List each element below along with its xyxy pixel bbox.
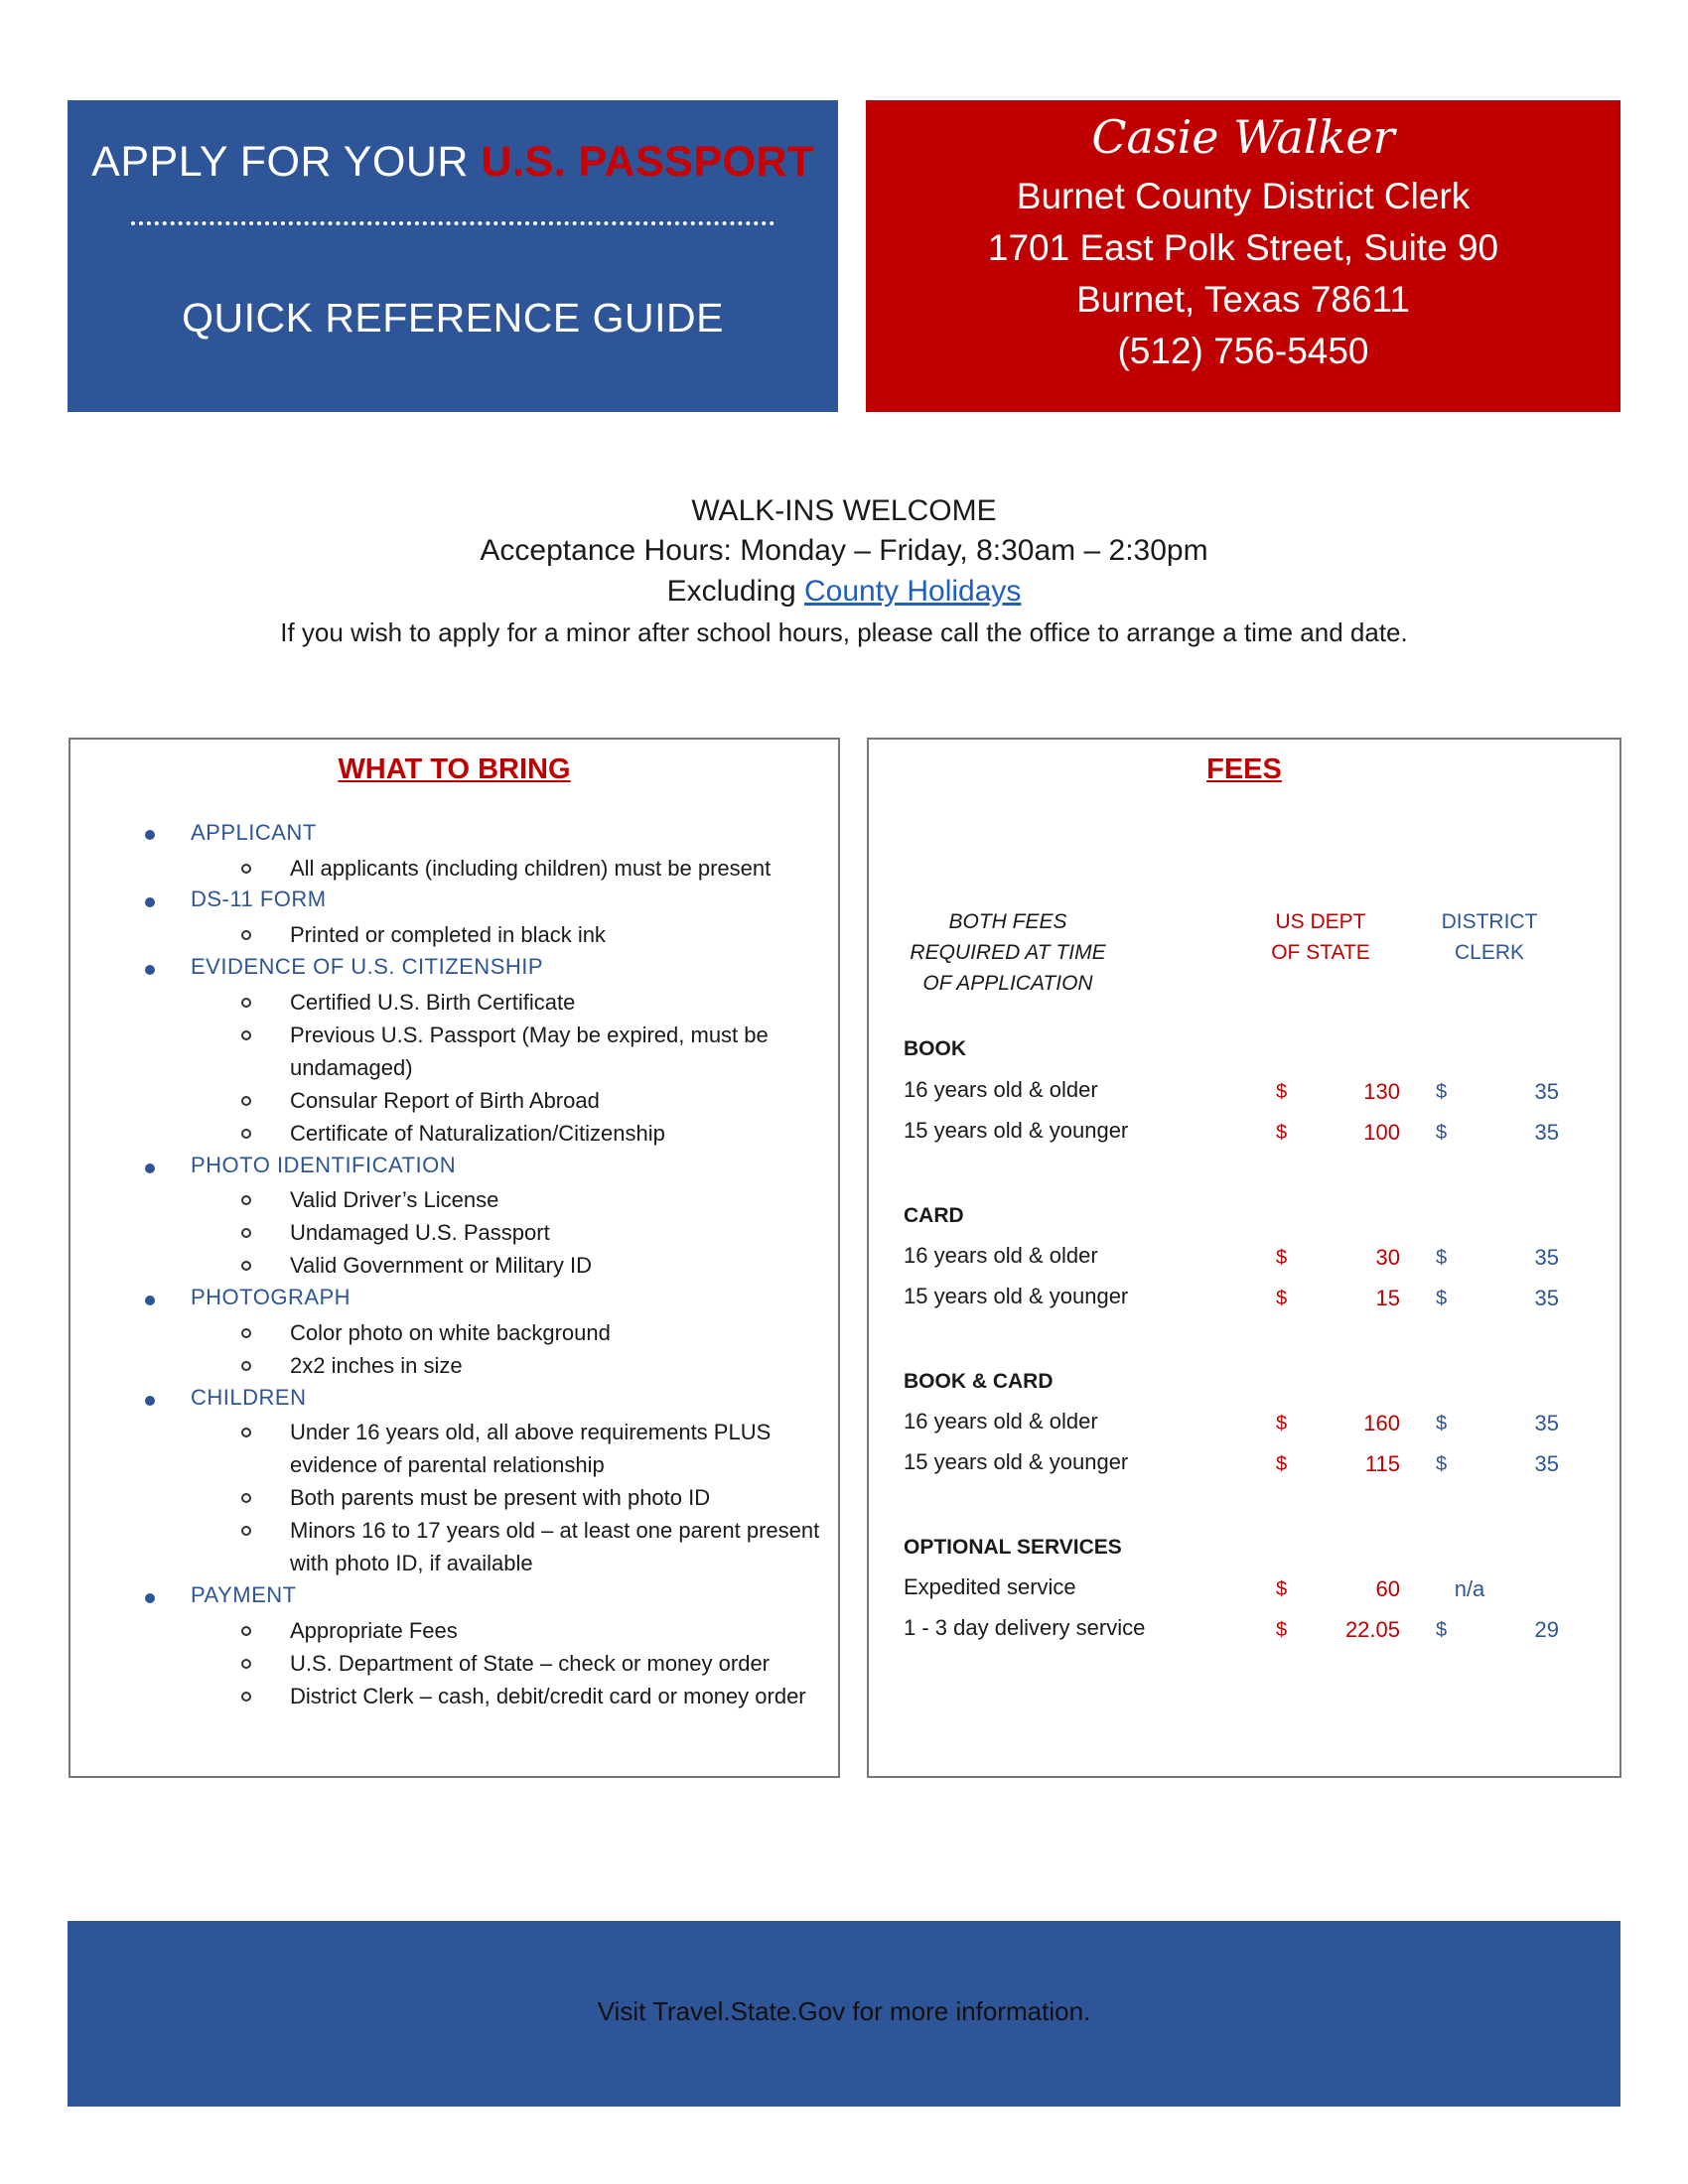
- list-item: Both parents must be present with photo ID: [290, 1485, 711, 1510]
- circle-bullet-icon: [241, 1195, 251, 1205]
- circle-bullet-icon: [241, 1261, 251, 1271]
- list-item: U.S. Department of State – check or money order: [290, 1651, 771, 1676]
- list-item: 2x2 inches in size: [290, 1353, 463, 1378]
- passport-highlight: U.S. PASSPORT: [481, 138, 814, 186]
- dotted-divider: [131, 221, 774, 225]
- dollar-sign: $: [1276, 1578, 1288, 1600]
- circle-bullet-icon: [241, 1428, 251, 1437]
- category-ds11-form: DS-11 FORM: [191, 887, 327, 911]
- category-payment: PAYMENT: [191, 1582, 297, 1607]
- circle-bullet-icon: [241, 864, 251, 874]
- list-item: Valid Driver’s License: [290, 1187, 499, 1212]
- dollar-sign: $: [1276, 1453, 1288, 1475]
- category-photo-id: PHOTO IDENTIFICATION: [191, 1153, 457, 1177]
- circle-bullet-icon: [241, 1626, 251, 1636]
- clerk-fee: 35: [1534, 1411, 1559, 1435]
- circle-bullet-icon: [241, 998, 251, 1008]
- bullet-icon: [145, 1396, 155, 1406]
- category-citizenship: EVIDENCE OF U.S. CITIZENSHIP: [191, 954, 544, 979]
- clerk-fee: 29: [1534, 1617, 1559, 1642]
- state-fee: 115: [1364, 1451, 1400, 1476]
- state-fee: 60: [1375, 1576, 1400, 1601]
- acceptance-hours: Acceptance Hours: Monday – Friday, 8:30am – 2:30pm: [480, 534, 1208, 567]
- clerk-fee: 35: [1534, 1451, 1559, 1476]
- state-fee: 160: [1363, 1411, 1400, 1435]
- list-item: District Clerk – cash, debit/credit card or money order: [290, 1684, 806, 1708]
- list-item: Printed or completed in black ink: [290, 922, 606, 947]
- what-to-bring-title: WHAT TO BRING: [338, 753, 571, 785]
- dollar-sign: $: [1276, 1619, 1288, 1641]
- walk-ins-notice: WALK-INS WELCOME: [691, 494, 997, 527]
- circle-bullet-icon: [241, 1096, 251, 1106]
- office-name: Burnet County District Clerk: [1016, 176, 1471, 216]
- section-book-and-card: BOOK & CARD: [904, 1370, 1054, 1393]
- fee-row-label: 15 years old & younger: [904, 1118, 1129, 1143]
- main-title: APPLY FOR YOUR U.S. PASSPORT: [91, 138, 814, 186]
- state-fee: 30: [1375, 1245, 1400, 1270]
- clerk-fee: 35: [1534, 1120, 1559, 1145]
- street-address: 1701 East Polk Street, Suite 90: [987, 227, 1499, 268]
- dollar-sign: $: [1276, 1288, 1288, 1309]
- circle-bullet-icon: [241, 1659, 251, 1669]
- minor-note: If you wish to apply for a minor after school hours, please call the office to arrange a time and date.: [280, 617, 1408, 647]
- clerk-fee: 35: [1534, 1245, 1559, 1270]
- section-card: CARD: [904, 1204, 964, 1227]
- state-fee: 100: [1363, 1120, 1400, 1145]
- fee-row-label: 1 - 3 day delivery service: [904, 1615, 1146, 1640]
- what-to-bring-panel: [69, 738, 840, 1778]
- circle-bullet-icon: [241, 930, 251, 940]
- bullet-icon: [145, 1163, 155, 1173]
- state-fee: 22.05: [1344, 1617, 1400, 1642]
- bullet-icon: [145, 830, 155, 840]
- category-photograph: PHOTOGRAPH: [191, 1285, 352, 1309]
- footer-text: Visit Travel.State.Gov for more information.: [597, 1996, 1091, 2026]
- list-item: Valid Government or Military ID: [290, 1253, 593, 1278]
- dollar-sign: $: [1436, 1453, 1448, 1475]
- category-applicant: APPLICANT: [191, 820, 317, 845]
- dollar-sign: $: [1436, 1081, 1448, 1103]
- fee-row-label: 16 years old & older: [904, 1243, 1098, 1268]
- list-item: Consular Report of Birth Abroad: [290, 1088, 600, 1113]
- city-address: Burnet, Texas 78611: [1076, 279, 1410, 320]
- list-item: All applicants (including children) must be present: [290, 856, 772, 881]
- us-dept-of-state-header: US DEPT OF STATE: [1271, 910, 1370, 964]
- clerk-contact-banner: [866, 100, 1620, 412]
- list-item: Undamaged U.S. Passport: [290, 1220, 550, 1245]
- dollar-sign: $: [1436, 1122, 1448, 1144]
- fee-row-label: 16 years old & older: [904, 1409, 1098, 1433]
- section-optional-services: OPTIONAL SERVICES: [904, 1536, 1122, 1559]
- state-fee: 130: [1363, 1079, 1400, 1104]
- fee-row-label: Expedited service: [904, 1574, 1076, 1599]
- dollar-sign: $: [1436, 1619, 1448, 1641]
- bullet-icon: [145, 897, 155, 907]
- district-clerk-header: DISTRICT CLERK: [1441, 910, 1538, 964]
- footer-banner: [68, 1921, 1620, 2107]
- circle-bullet-icon: [241, 1129, 251, 1139]
- dollar-sign: $: [1276, 1081, 1288, 1103]
- title-banner: [68, 100, 838, 412]
- holiday-exclusion: Excluding County Holidays: [666, 575, 1022, 608]
- list-item: Under 16 years old, all above requirements PLUS evidence of parental relationship: [290, 1420, 772, 1477]
- dollar-sign: $: [1436, 1413, 1448, 1434]
- state-fee: 15: [1375, 1286, 1400, 1310]
- list-item: Previous U.S. Passport (May be expired, must be undamaged): [290, 1023, 769, 1080]
- dollar-sign: $: [1276, 1247, 1288, 1269]
- fees-title: FEES: [1206, 753, 1282, 785]
- fee-row-label: 16 years old & older: [904, 1077, 1098, 1102]
- circle-bullet-icon: [241, 1361, 251, 1371]
- circle-bullet-icon: [241, 1526, 251, 1536]
- category-children: CHILDREN: [191, 1385, 307, 1410]
- list-item: Certificate of Naturalization/Citizenship: [290, 1121, 665, 1146]
- circle-bullet-icon: [241, 1692, 251, 1702]
- clerk-fee: 35: [1534, 1286, 1559, 1310]
- bullet-icon: [145, 1296, 155, 1305]
- list-item: Color photo on white background: [290, 1320, 611, 1345]
- county-holidays-link[interactable]: County Holidays: [803, 575, 1022, 608]
- list-item: Appropriate Fees: [290, 1618, 458, 1643]
- fee-row-label: 15 years old & younger: [904, 1284, 1129, 1308]
- list-item: Certified U.S. Birth Certificate: [290, 990, 576, 1015]
- clerk-fee: n/a: [1454, 1576, 1485, 1601]
- clerk-name: Casie Walker: [1091, 110, 1395, 164]
- fee-row-label: 15 years old & younger: [904, 1449, 1129, 1474]
- bullet-icon: [145, 1593, 155, 1603]
- fees-required-note: BOTH FEES REQUIRED AT TIME OF APPLICATION: [910, 910, 1106, 995]
- fees-panel: [867, 738, 1621, 1778]
- circle-bullet-icon: [241, 1328, 251, 1338]
- dollar-sign: $: [1276, 1122, 1288, 1144]
- dollar-sign: $: [1276, 1413, 1288, 1434]
- subtitle: QUICK REFERENCE GUIDE: [182, 295, 724, 341]
- list-item: Minors 16 to 17 years old – at least one parent present with photo ID, if available: [290, 1518, 820, 1575]
- phone-number: (512) 756-5450: [1117, 331, 1369, 371]
- clerk-fee: 35: [1534, 1079, 1559, 1104]
- circle-bullet-icon: [241, 1493, 251, 1503]
- dollar-sign: $: [1436, 1288, 1448, 1309]
- circle-bullet-icon: [241, 1228, 251, 1238]
- section-book: BOOK: [904, 1037, 966, 1060]
- circle-bullet-icon: [241, 1030, 251, 1040]
- bullet-icon: [145, 965, 155, 975]
- dollar-sign: $: [1436, 1247, 1448, 1269]
